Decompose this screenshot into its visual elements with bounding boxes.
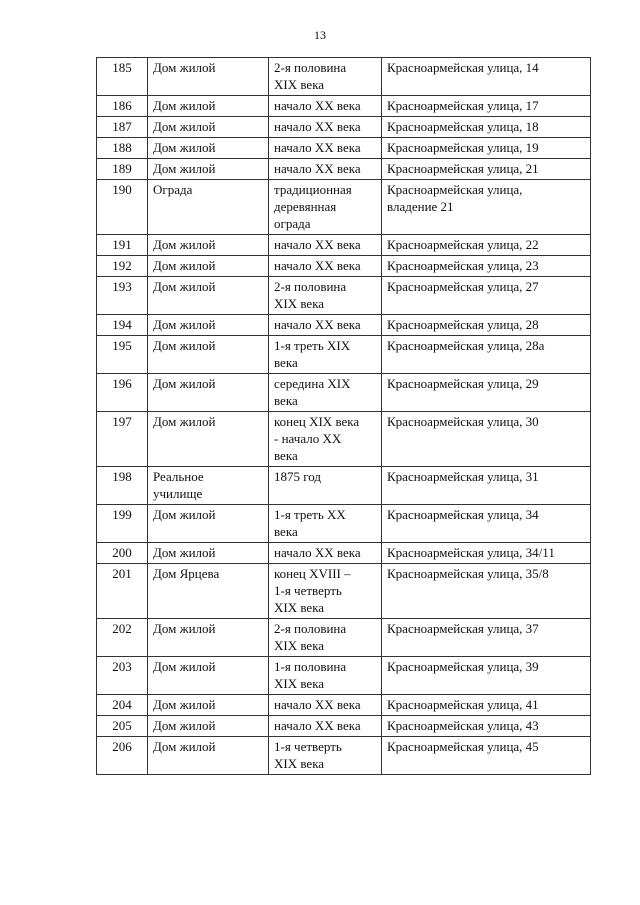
table-row xyxy=(97,619,591,657)
object-name: Дом Ярцева xyxy=(148,564,269,619)
object-name: Дом жилой xyxy=(148,277,269,315)
object-name: Дом жилой xyxy=(148,657,269,695)
row-number: 203 xyxy=(97,657,148,695)
object-address: Красноармейская улица, 21 xyxy=(382,159,591,180)
object-name: Дом жилой xyxy=(148,256,269,277)
object-address: Красноармейская улица, 34/11 xyxy=(382,543,591,564)
object-address: Красноармейская улица, 22 xyxy=(382,235,591,256)
object-date: начало XX века xyxy=(269,235,382,256)
row-number: 186 xyxy=(97,96,148,117)
object-address: Красноармейская улица, 23 xyxy=(382,256,591,277)
object-address: Красноармейская улица, 35/8 xyxy=(382,564,591,619)
row-number: 206 xyxy=(97,737,148,775)
object-name: Дом жилой xyxy=(148,159,269,180)
table-row xyxy=(97,96,591,117)
object-address: Красноармейская улица, 39 xyxy=(382,657,591,695)
table-row xyxy=(97,737,591,775)
object-name: Дом жилой xyxy=(148,737,269,775)
object-address: Красноармейская улица, 19 xyxy=(382,138,591,159)
table-row xyxy=(97,235,591,256)
object-name: Дом жилой xyxy=(148,336,269,374)
object-date: 2-я половина XIX века xyxy=(269,619,382,657)
row-number: 189 xyxy=(97,159,148,180)
object-date: начало XX века xyxy=(269,117,382,138)
object-name: Дом жилой xyxy=(148,619,269,657)
object-address: Красноармейская улица, 31 xyxy=(382,467,591,505)
page-number: 13 xyxy=(314,28,326,42)
table-row xyxy=(97,336,591,374)
object-address: Красноармейская улица, 34 xyxy=(382,505,591,543)
object-date: начало XX века xyxy=(269,256,382,277)
table-row xyxy=(97,374,591,412)
table-row xyxy=(97,256,591,277)
row-number: 185 xyxy=(97,58,148,96)
object-date: начало XX века xyxy=(269,138,382,159)
object-name: Дом жилой xyxy=(148,695,269,716)
object-address: Красноармейская улица, 43 xyxy=(382,716,591,737)
object-name: Дом жилой xyxy=(148,96,269,117)
object-address: Красноармейская улица, 41 xyxy=(382,695,591,716)
table-row xyxy=(97,58,591,96)
row-number: 202 xyxy=(97,619,148,657)
heritage-table-body xyxy=(97,58,591,775)
table-row xyxy=(97,505,591,543)
table-row xyxy=(97,695,591,716)
object-date: середина XIX века xyxy=(269,374,382,412)
object-date: традиционная деревянная ограда xyxy=(269,180,382,235)
table-row xyxy=(97,412,591,467)
row-number: 194 xyxy=(97,315,148,336)
object-name: Дом жилой xyxy=(148,505,269,543)
row-number: 188 xyxy=(97,138,148,159)
row-number: 193 xyxy=(97,277,148,315)
object-date: начало XX века xyxy=(269,543,382,564)
row-number: 196 xyxy=(97,374,148,412)
table-row xyxy=(97,117,591,138)
object-address: Красноармейская улица, 28а xyxy=(382,336,591,374)
object-name: Реальное училище xyxy=(148,467,269,505)
object-date: 1875 год xyxy=(269,467,382,505)
row-number: 199 xyxy=(97,505,148,543)
row-number: 205 xyxy=(97,716,148,737)
object-date: 1-я четверть XIX века xyxy=(269,737,382,775)
table-row xyxy=(97,180,591,235)
object-name: Дом жилой xyxy=(148,412,269,467)
object-address: Красноармейская улица, 29 xyxy=(382,374,591,412)
object-address: Красноармейская улица, 28 xyxy=(382,315,591,336)
object-name: Дом жилой xyxy=(148,315,269,336)
object-name: Дом жилой xyxy=(148,716,269,737)
object-address: Красноармейская улица, 18 xyxy=(382,117,591,138)
row-number: 192 xyxy=(97,256,148,277)
table-row xyxy=(97,543,591,564)
object-name: Дом жилой xyxy=(148,58,269,96)
object-name: Дом жилой xyxy=(148,117,269,138)
row-number: 200 xyxy=(97,543,148,564)
object-name: Дом жилой xyxy=(148,138,269,159)
table-row xyxy=(97,564,591,619)
object-name: Дом жилой xyxy=(148,543,269,564)
row-number: 195 xyxy=(97,336,148,374)
object-date: конец XIX века - начало XX века xyxy=(269,412,382,467)
object-date: начало XX века xyxy=(269,695,382,716)
table-row xyxy=(97,159,591,180)
object-name: Дом жилой xyxy=(148,235,269,256)
object-address: Красноармейская улица, 27 xyxy=(382,277,591,315)
table-row xyxy=(97,138,591,159)
table-row xyxy=(97,467,591,505)
object-name: Дом жилой xyxy=(148,374,269,412)
object-date: 2-я половина XIX века xyxy=(269,58,382,96)
object-date: 1-я треть XIX века xyxy=(269,336,382,374)
object-address: Красноармейская улица, 30 xyxy=(382,412,591,467)
table-row xyxy=(97,277,591,315)
row-number: 198 xyxy=(97,467,148,505)
object-date: 1-я половина XIX века xyxy=(269,657,382,695)
object-date: начало XX века xyxy=(269,159,382,180)
row-number: 190 xyxy=(97,180,148,235)
row-number: 197 xyxy=(97,412,148,467)
object-date: 2-я половина XIX века xyxy=(269,277,382,315)
object-date: 1-я треть XX века xyxy=(269,505,382,543)
table-row xyxy=(97,315,591,336)
object-date: конец XVIII – 1-я четверть XIX века xyxy=(269,564,382,619)
table-row xyxy=(97,657,591,695)
object-date: начало XX века xyxy=(269,96,382,117)
heritage-table xyxy=(96,57,591,775)
row-number: 187 xyxy=(97,117,148,138)
object-address: Красноармейская улица, 37 xyxy=(382,619,591,657)
table-row xyxy=(97,716,591,737)
object-name: Ограда xyxy=(148,180,269,235)
row-number: 191 xyxy=(97,235,148,256)
row-number: 204 xyxy=(97,695,148,716)
object-date: начало XX века xyxy=(269,315,382,336)
object-address: Красноармейская улица, владение 21 xyxy=(382,180,591,235)
object-address: Красноармейская улица, 17 xyxy=(382,96,591,117)
object-address: Красноармейская улица, 14 xyxy=(382,58,591,96)
object-address: Красноармейская улица, 45 xyxy=(382,737,591,775)
object-date: начало XX века xyxy=(269,716,382,737)
row-number: 201 xyxy=(97,564,148,619)
